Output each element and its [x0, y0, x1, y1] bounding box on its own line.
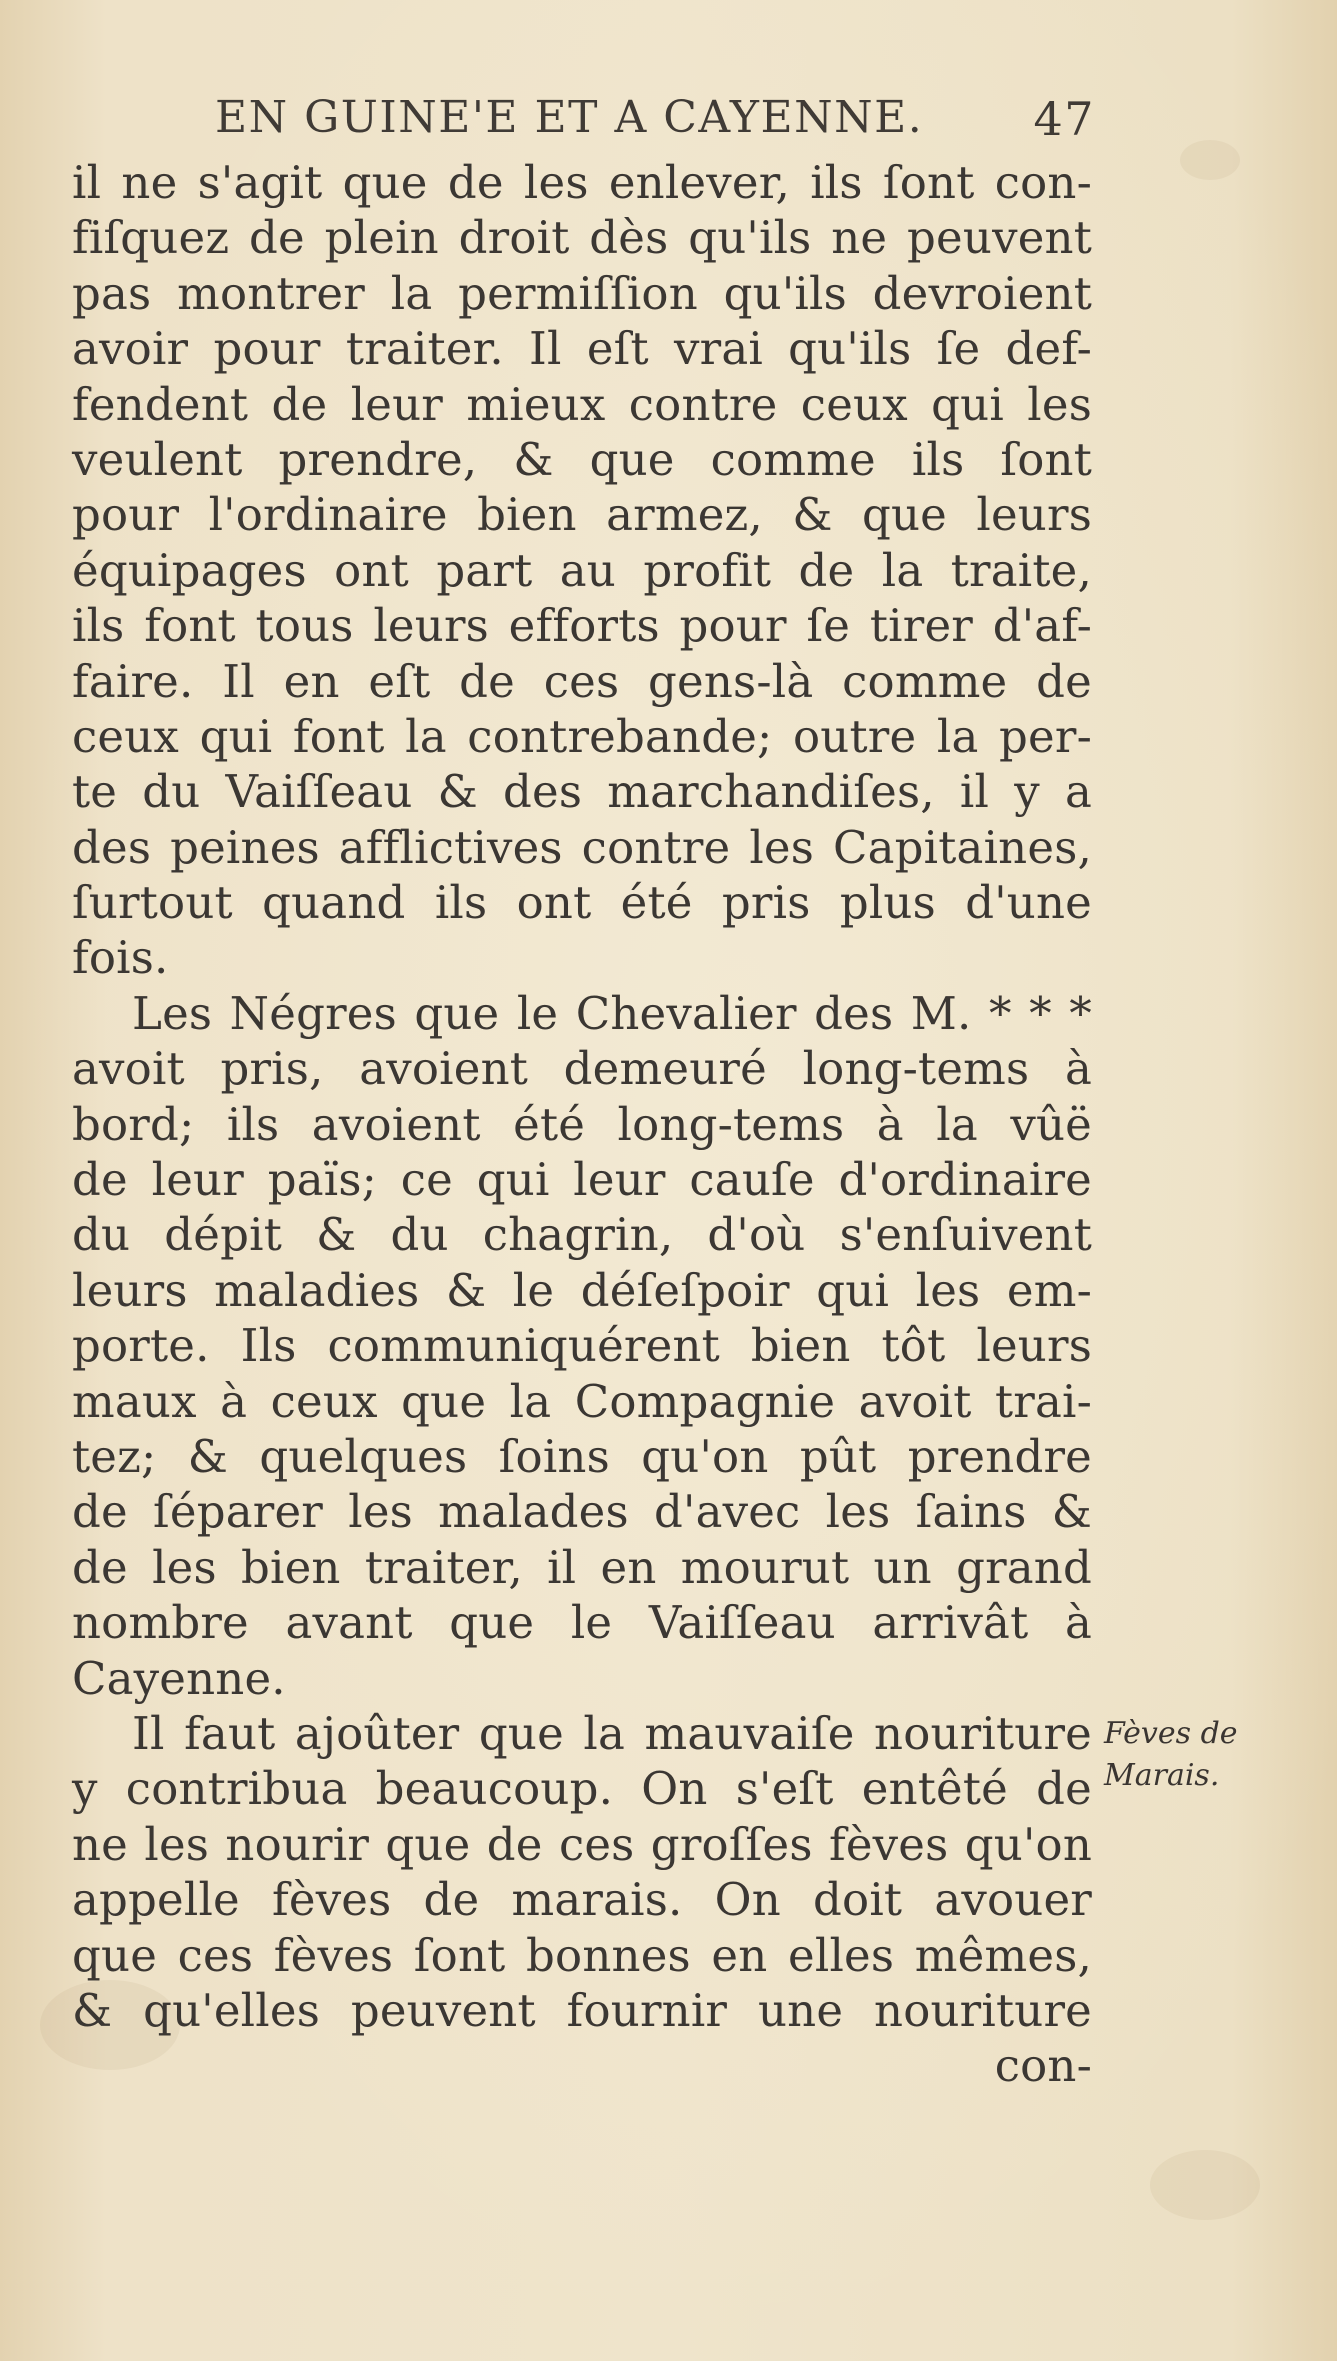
- body-text: [72, 155, 1092, 2094]
- paragraph-start-line: Les Négres que le Chevalier des M. * * *: [132, 986, 1092, 1040]
- text-line: que ces fèves ſont bonnes en elles mêmes,: [72, 1928, 1092, 1982]
- text-line: équipages ont part au profit de la traite,: [72, 543, 1092, 597]
- text-line: tez; & quelques ſoins qu'on pût prendre: [72, 1429, 1092, 1483]
- text-line: pas montrer la permiſſion qu'ils devroient: [72, 266, 1092, 320]
- text-line: appelle fèves de marais. On doit avouer: [72, 1873, 1092, 1927]
- running-head: [215, 92, 1095, 152]
- text-line: de ſéparer les malades d'avec les ſains &: [72, 1485, 1092, 1539]
- paper-stain: [1150, 2150, 1260, 2220]
- marginal-note-line: Marais.: [1104, 1758, 1220, 1793]
- text-line: ceux qui font la contrebande; outre la per-: [72, 709, 1092, 763]
- text-line: faire. Il en eſt de ces gens-là comme de: [72, 654, 1092, 708]
- text-line: maux à ceux que la Compagnie avoit trai-: [72, 1374, 1092, 1428]
- text-line: pour l'ordinaire bien armez, & que leurs: [72, 488, 1092, 542]
- text-line: bord; ils avoient été long-tems à la vûë: [72, 1097, 1092, 1151]
- text-line: de les bien traiter, il en mourut un grand: [72, 1540, 1092, 1594]
- text-line: du dépit & du chagrin, d'où s'enſuivent: [72, 1208, 1092, 1262]
- text-line: avoir pour traiter. Il eſt vrai qu'ils ſe def-: [72, 322, 1092, 376]
- marginal-note-line: Fèves de: [1104, 1716, 1238, 1751]
- text-line: fiſquez de plein droit dès qu'ils ne peuvent: [72, 211, 1092, 265]
- text-line: & qu'elles peuvent fournir une nouriture: [72, 1983, 1092, 2037]
- catchword: con-: [994, 2039, 1092, 2093]
- text-line: ils font tous leurs efforts pour ſe tirer d'af-: [72, 599, 1092, 653]
- text-line: des peines afflictives contre les Capitaines,: [72, 820, 1092, 874]
- text-line: ne les nourir que de ces groſſes fèves qu'on: [72, 1817, 1092, 1871]
- text-line: avoit pris, avoient demeuré long-tems à: [72, 1042, 1092, 1096]
- paragraph-end-line: Cayenne.: [72, 1651, 286, 1705]
- text-line: y contribua beaucoup. On s'eſt entêté de: [72, 1762, 1092, 1816]
- text-line: te du Vaiſſeau & des marchandiſes, il y a: [72, 765, 1092, 819]
- text-line: porte. Ils communiquérent bien tôt leurs: [72, 1319, 1092, 1373]
- text-line: fendent de leur mieux contre ceux qui les: [72, 377, 1092, 431]
- paper-stain: [1180, 140, 1240, 180]
- text-line: nombre avant que le Vaiſſeau arrivât à: [72, 1596, 1092, 1650]
- text-line: leurs maladies & le déſeſpoir qui les em-: [72, 1263, 1092, 1317]
- text-line: de leur païs; ce qui leur cauſe d'ordinaire: [72, 1153, 1092, 1207]
- paragraph-start-line: Il faut ajoûter que la mauvaiſe nouriture: [132, 1706, 1092, 1760]
- marginal-note: [1104, 1713, 1264, 1797]
- text-line: veulent prendre, & que comme ils ſont: [72, 432, 1092, 486]
- text-line: il ne s'agit que de les enlever, ils ſont con-: [72, 156, 1092, 209]
- page-number: 47: [1033, 92, 1095, 146]
- running-head-title: EN GUINE'E ET A CAYENNE.: [215, 92, 924, 143]
- paragraph-end-line: fois.: [72, 931, 169, 985]
- text-line: ſurtout quand ils ont été pris plus d'une: [72, 876, 1092, 930]
